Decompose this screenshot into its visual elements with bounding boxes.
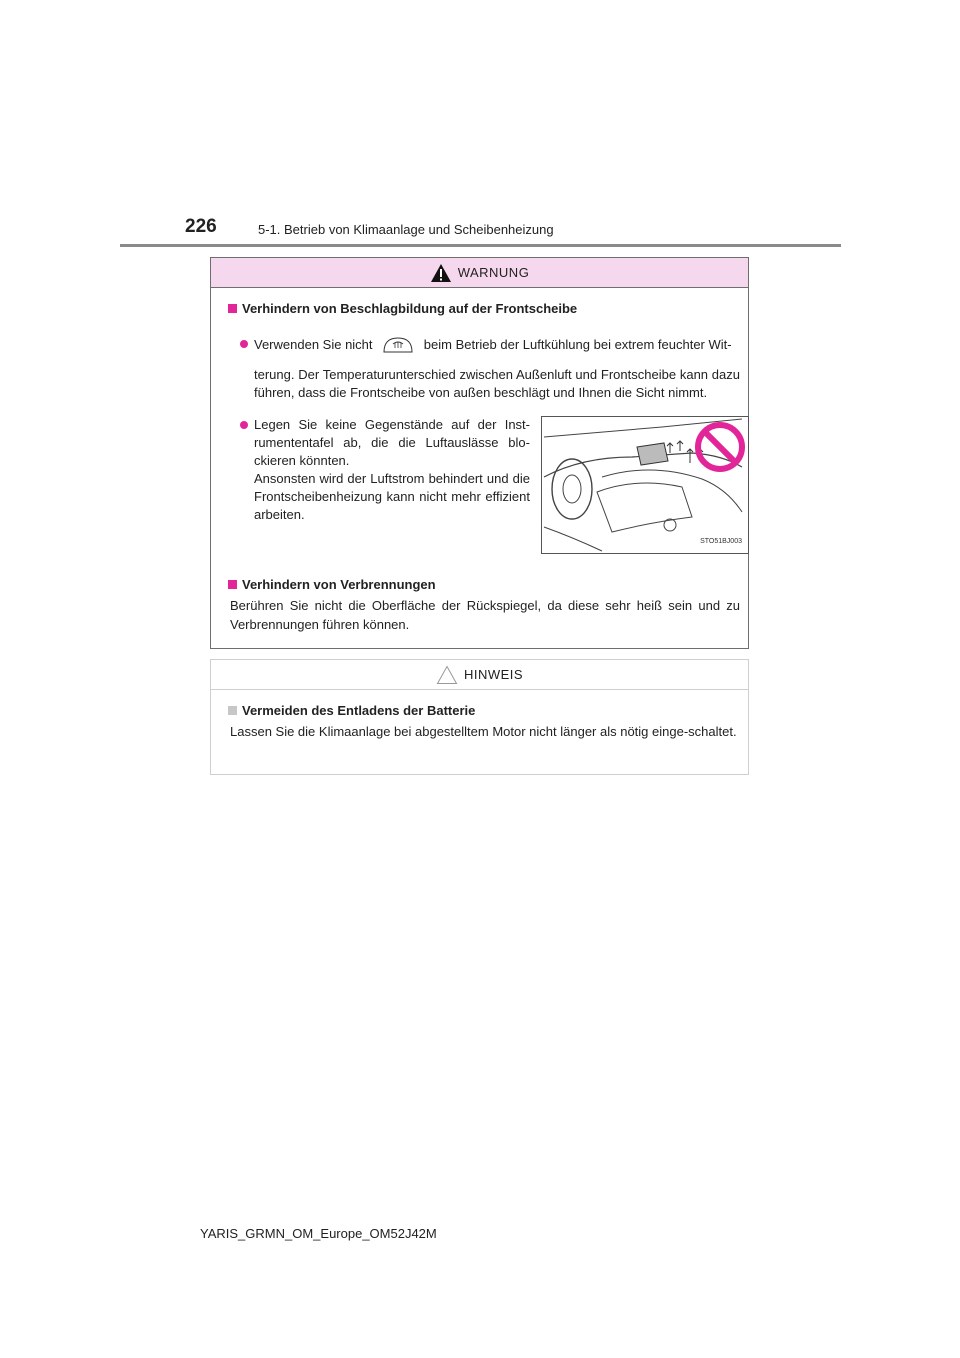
- header-rule: [120, 244, 841, 247]
- item-heading: [228, 576, 740, 594]
- item-heading: [228, 702, 740, 720]
- page-number: 226: [185, 216, 217, 237]
- item-text: Lassen Sie die Klimaanlage bei abgestelltem Motor nicht länger als nötig einge-schaltet.: [230, 724, 737, 739]
- prohibition-sign-icon: [694, 421, 746, 473]
- round-bullet-icon: [240, 421, 248, 429]
- notice-label: HINWEIS: [463, 667, 524, 682]
- square-bullet-icon: [228, 706, 237, 715]
- square-bullet-icon: [228, 580, 237, 589]
- caution-triangle-outline-icon: [436, 665, 458, 685]
- bullet-defroster: [228, 336, 740, 402]
- bullet-text-block: [228, 416, 530, 524]
- item-title: Verhindern von Beschlagbildung auf der Frontscheibe: [242, 301, 578, 316]
- dashboard-illustration: [541, 416, 749, 554]
- item-title: Verhindern von Verbrennungen: [242, 577, 436, 592]
- item-title: Vermeiden des Entladens der Batterie: [242, 703, 476, 718]
- warning-header: [211, 258, 748, 288]
- notice-box: [210, 659, 749, 775]
- notice-header: [211, 660, 748, 690]
- illustration-code: STO51BJ003: [700, 538, 742, 545]
- front-defroster-button-icon: [382, 337, 414, 353]
- bullet-text-after: beim Betrieb der Luftkühlung bei extrem feuchter Wit-: [423, 337, 732, 352]
- warning-item-burns: [228, 576, 740, 634]
- item-heading: [228, 300, 740, 318]
- section-title: 5-1. Betrieb von Klimaanlage und Scheibenheizung: [258, 222, 554, 237]
- round-bullet-icon: [240, 340, 248, 348]
- warning-label: WARNUNG: [457, 265, 530, 280]
- warning-box: [210, 257, 749, 649]
- warning-item-fogging: [228, 300, 740, 556]
- bullet-continuation: terung. Der Temperaturunterschied zwischen Außenluft und Frontscheibe kann dazu führen, dass die Frontscheibe von außen beschlägt und Ihnen die Sicht nimmt.: [254, 367, 740, 400]
- bullet-text-2: Ansonsten wird der Luftstrom behindert und die Frontscheibenheizung kann nicht mehr effizient arbeiten.: [254, 471, 530, 522]
- bullet-instrument-panel: [228, 416, 740, 556]
- footer-code: YARIS_GRMN_OM_Europe_OM52J42M: [200, 1226, 437, 1241]
- bullet-text-before: Verwenden Sie nicht: [254, 337, 373, 352]
- bullet-text-1: Legen Sie keine Gegenstände auf der Inst-rumententafel ab, die die Luftauslässe blo-ckieren könnten.: [254, 417, 530, 468]
- warning-triangle-icon: [430, 263, 452, 283]
- bullet-first-line: [228, 336, 740, 354]
- notice-item-battery: [228, 702, 740, 741]
- square-bullet-icon: [228, 304, 237, 313]
- item-text: Berühren Sie nicht die Oberfläche der Rückspiegel, da diese sehr heiß sein und zu Verbrennungen führen können.: [230, 598, 740, 632]
